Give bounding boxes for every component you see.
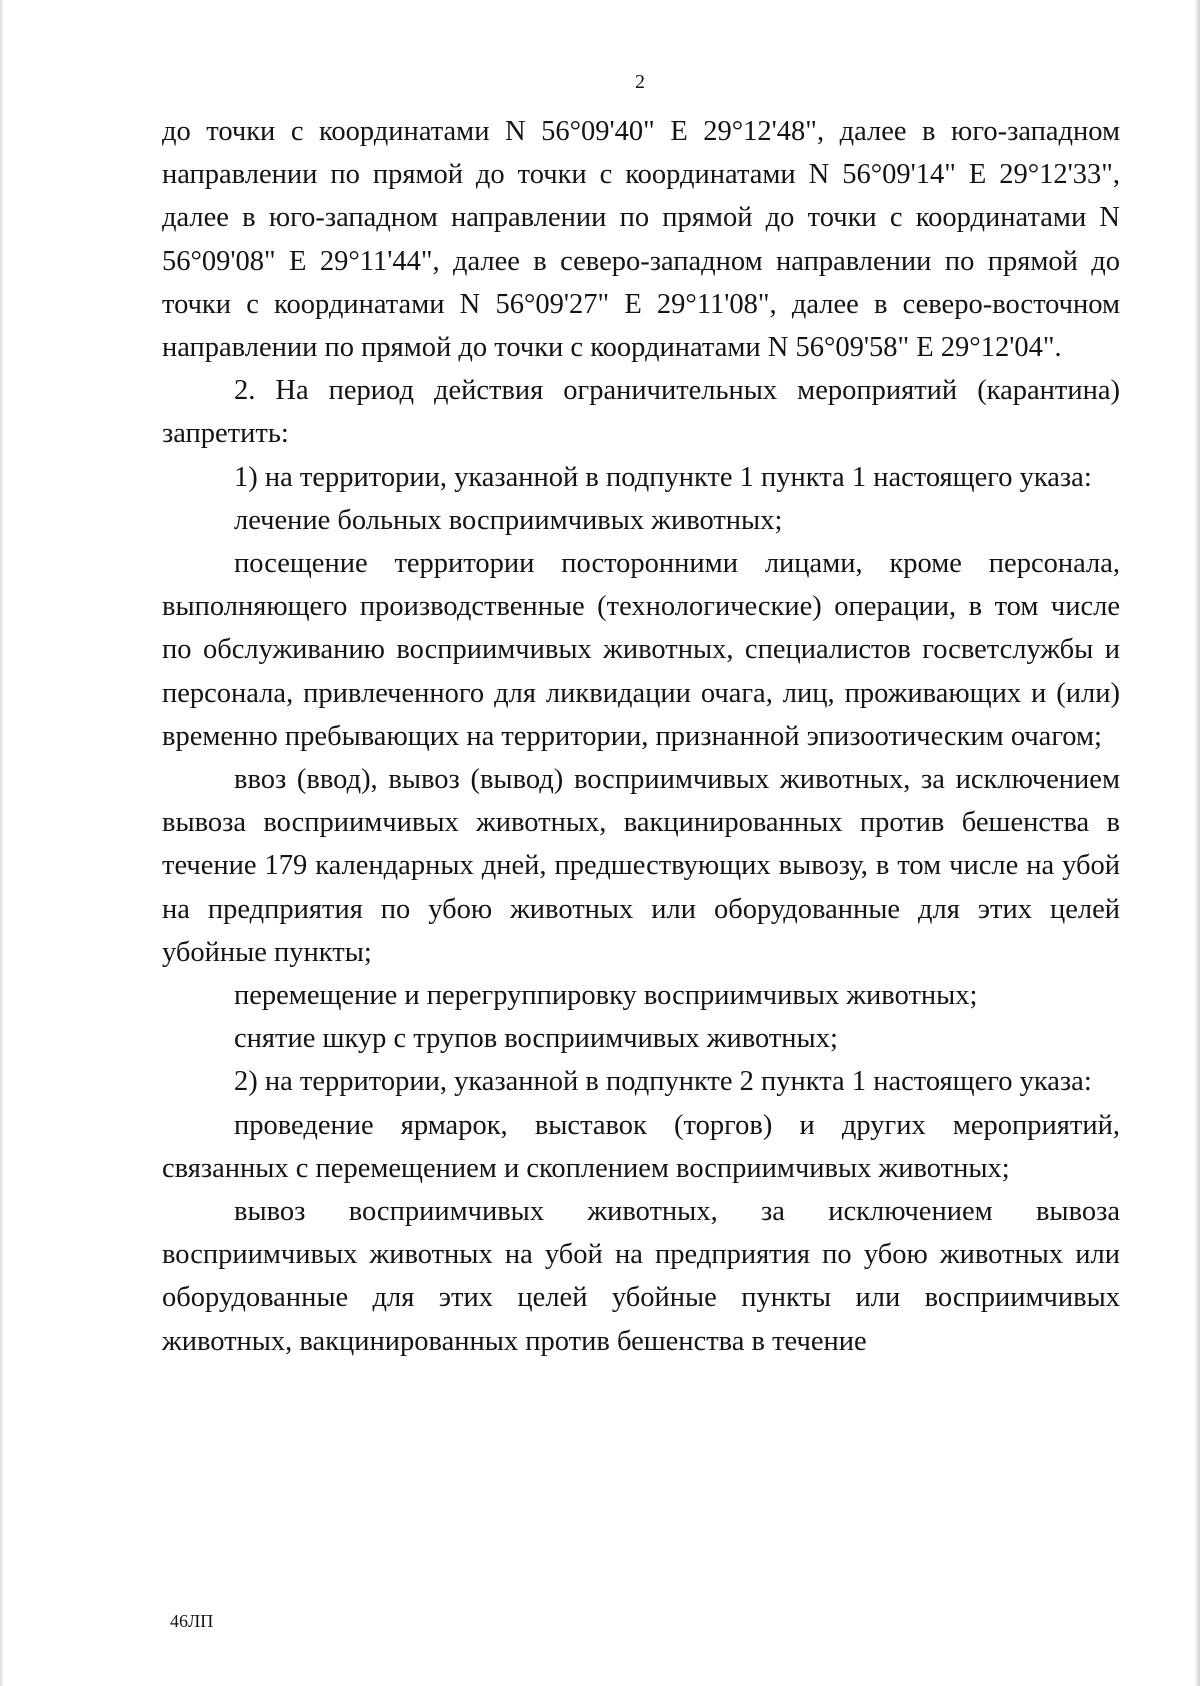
scan-edge-left bbox=[0, 0, 4, 1686]
paragraph-subitem-1: 1) на территории, указанной в подпункте 1 пункта 1 настоящего указа: bbox=[234, 461, 1092, 493]
paragraph-subitem-2: 2) на территории, указанной в подпункте 2 пункта 1 настоящего указа: bbox=[234, 1066, 1092, 1098]
paragraph-export-ban: вывоз восприимчивых животных, за исключением вывоза восприимчивых животных на убой на предприятия по убою животных или оборудованные для этих целей убойные пункты или восприимчивых животных, вакцинированных против бешенства в течение bbox=[162, 1196, 1120, 1357]
page-number: 2 bbox=[635, 71, 645, 93]
scan-edge-right bbox=[1194, 0, 1200, 1686]
paragraph-fairs-ban: проведение ярмарок, выставок (торгов) и других мероприятий, связанных с перемещением и скоплением восприимчивых животных; bbox=[162, 1109, 1120, 1184]
document-body bbox=[162, 110, 1120, 1363]
paragraph-skinning-ban: снятие шкур с трупов восприимчивых животных; bbox=[234, 1023, 838, 1055]
paragraph-treatment-ban: лечение больных восприимчивых животных; bbox=[234, 504, 783, 536]
paragraph-import-export-ban: ввоз (ввод), вывоз (вывод) восприимчивых животных, за исключением вывоза восприимчивых животных, вакцинированных против бешенства в течение 179 календарных дней, предшествующих вывозу, в том числе на убой на предприятия по убою животных или оборудованные для этих целей убойные пункты; bbox=[162, 764, 1120, 968]
paragraph-coordinates: до точки с координатами N 56°09'40" E 29°12'48", далее в юго-западном направлении по прямой до точки с координатами N 56°09'14" E 29°12'33", далее в юго-западном направлении по прямой до точки с координатами N 56°09'08" E 29°11'44", далее в северо-западном направлении по прямой до точки с координатами N 56°09'27" E 29°11'08", далее в северо-восточном направлении по прямой до точки с координатами N 56°09'58" E 29°12'04". bbox=[162, 116, 1120, 364]
document-code: 46ЛП bbox=[170, 1611, 214, 1631]
paragraph-item-2: 2. На период действия ограничительных мероприятий (карантина) запретить: bbox=[162, 375, 1120, 450]
paragraph-visit-ban: посещение территории посторонними лицами, кроме персонала, выполняющего производственные (технологические) операции, в том числе по обслуживанию восприимчивых животных, специалистов госветслужбы и персонала, привлеченного для ликвидации очага, лиц, проживающих и (или) временно пребывающих на территории, признанной эпизоотическим очагом; bbox=[162, 548, 1120, 752]
paragraph-regrouping-ban: перемещение и перегруппировку восприимчивых животных; bbox=[234, 980, 978, 1012]
